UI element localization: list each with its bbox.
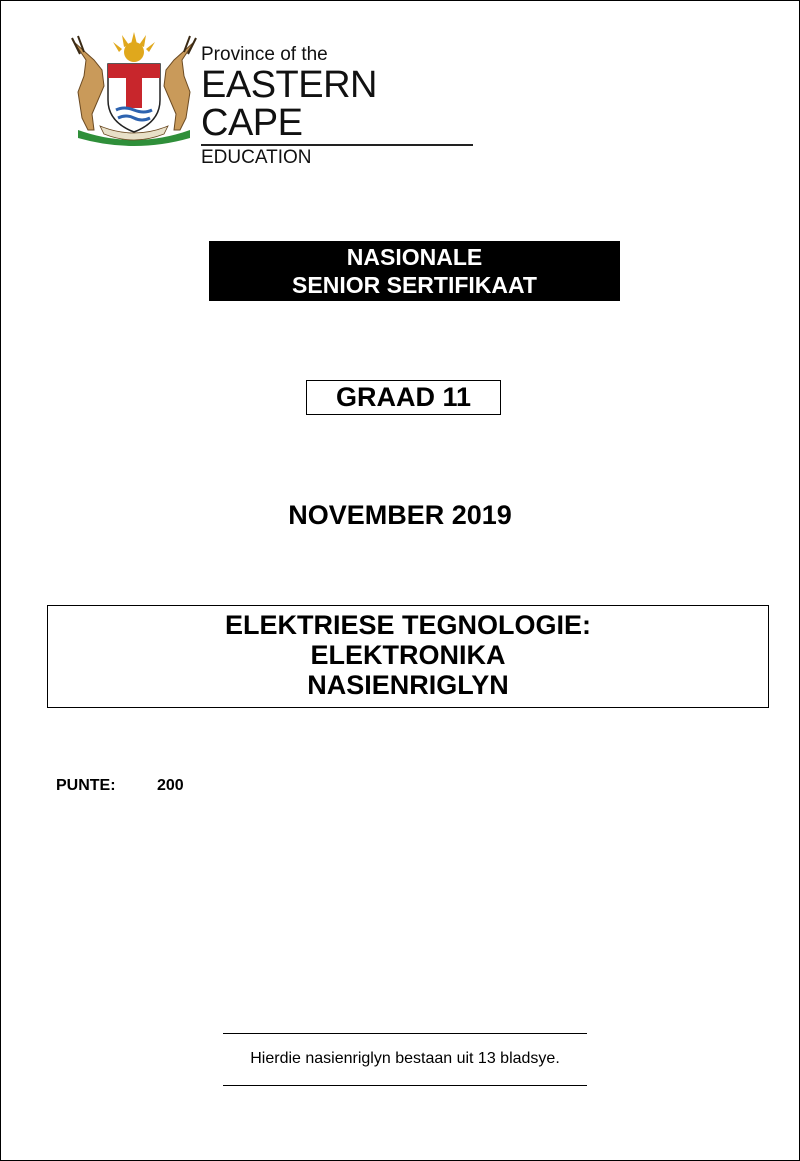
marks-label: PUNTE: xyxy=(56,777,116,794)
coat-of-arms-icon xyxy=(64,30,204,148)
logo-province-name: EASTERN CAPE xyxy=(201,64,377,144)
logo-province-text: Province of the xyxy=(201,44,328,65)
subject-line-1: ELEKTRIESE TEGNOLOGIE: xyxy=(224,610,592,640)
subject-line-2: ELEKTRONIKA xyxy=(310,640,506,670)
page-count-note: Hierdie nasienriglyn bestaan uit 13 bladsye. xyxy=(250,1050,560,1067)
grade-box: GRAAD 11 xyxy=(306,380,501,415)
logo-department-text: EDUCATION xyxy=(201,147,312,168)
exam-date: NOVEMBER 2019 xyxy=(288,500,512,530)
subject-box xyxy=(47,605,769,708)
department-logo xyxy=(64,30,484,168)
logo-wordmark xyxy=(201,44,481,170)
marks-row xyxy=(56,776,184,796)
certificate-banner xyxy=(209,241,620,301)
footer-top-rule xyxy=(223,1033,587,1034)
banner-line-2: SENIOR SERTIFIKAAT xyxy=(292,272,537,298)
banner-line-1: NASIONALE xyxy=(346,244,483,270)
subject-line-3: NASIENRIGLYN xyxy=(307,670,509,700)
marks-value: 200 xyxy=(157,777,184,794)
footer-bottom-rule xyxy=(223,1085,587,1086)
